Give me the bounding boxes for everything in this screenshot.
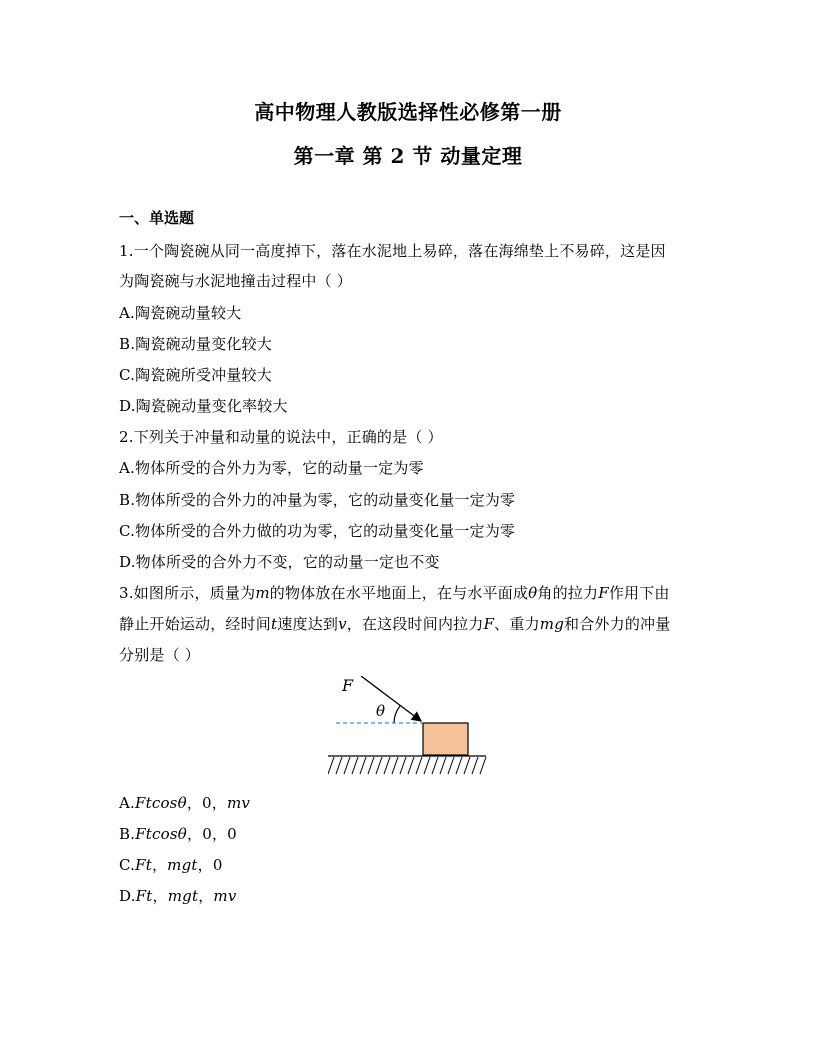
q3-var-f: F — [483, 615, 495, 633]
block — [423, 723, 468, 755]
option-letter: B. — [119, 825, 136, 843]
q3-var-m: m — [255, 584, 270, 602]
q3-text: 、重力 — [494, 615, 540, 633]
q3-text: 速度达到 — [277, 615, 339, 633]
option-value: Ft — [135, 856, 152, 874]
q3-option-a: A.Ftcosθ，0，mv — [119, 794, 251, 812]
q1-option-d: D.陶瓷碗动量变化率较大 — [119, 397, 288, 415]
q3-option-c: C.Ft，mgt，0 — [119, 856, 223, 874]
q1-option-a: A.陶瓷碗动量较大 — [119, 304, 242, 322]
q2-option-b: B.物体所受的合外力的冲量为零，它的动量变化量一定为零 — [119, 491, 516, 509]
q3-var-mg: mg — [539, 615, 565, 633]
section-heading: 一、单选题 — [119, 209, 195, 227]
force-label: F — [342, 676, 354, 695]
option-value: 0 — [202, 794, 212, 812]
option-value: 0 — [212, 856, 223, 874]
force-diagram — [328, 676, 488, 776]
q3-option-d: D.Ft，mgt，mv — [119, 887, 237, 905]
q3-text: 的物体放在水平地面上，在与水平面成 — [269, 584, 529, 602]
q1-option-b: B.陶瓷碗动量变化较大 — [119, 335, 272, 353]
q3-text: 和合外力的冲量 — [564, 615, 671, 633]
q3-var-v: v — [338, 615, 347, 633]
q3-var-theta: θ — [528, 584, 538, 602]
q3-var-f: F — [598, 584, 609, 602]
option-value: Ftcosθ — [135, 794, 187, 812]
option-value: Ft — [135, 887, 153, 905]
q3-text: 角的拉力 — [537, 584, 599, 602]
option-value: mgt — [167, 856, 198, 874]
option-value: 0 — [202, 825, 212, 843]
option-letter: A. — [119, 794, 136, 812]
document-title: 高中物理人教版选择性必修第一册 — [254, 100, 562, 124]
q3-text: 3.如图所示，质量为 — [119, 584, 256, 602]
option-value: Ftcosθ — [135, 825, 187, 843]
q3-stem-line1 — [119, 582, 670, 603]
option-value: mgt — [167, 887, 199, 905]
q1-stem-line2: 为陶瓷碗与水泥地撞击过程中（ ） — [119, 272, 352, 290]
q3-stem-line2 — [119, 613, 670, 634]
q2-stem: 2.下列关于冲量和动量的说法中，正确的是（ ） — [119, 428, 443, 446]
option-value: mv — [226, 794, 251, 812]
option-value: mv — [213, 887, 237, 905]
q1-stem-line1: 1.一个陶瓷碗从同一高度掉下，落在水泥地上易碎，落在海绵垫上不易碎，这是因 — [119, 242, 666, 260]
q3-var-t: t — [271, 615, 278, 633]
ground-hatching — [328, 757, 486, 774]
force-arrow — [361, 676, 421, 721]
q2-option-a: A.物体所受的合外力为零，它的动量一定为零 — [119, 459, 424, 477]
q3-option-b: B.Ftcosθ，0，0 — [119, 825, 237, 843]
option-value: 0 — [227, 825, 237, 843]
q2-option-d: D.物体所受的合外力不变，它的动量一定也不变 — [119, 553, 440, 571]
q2-option-c: C.物体所受的合外力做的功为零，它的动量变化量一定为零 — [119, 522, 516, 540]
option-letter: C. — [119, 856, 136, 874]
q3-stem-line3: 分别是（ ） — [119, 646, 200, 664]
q3-text: 静止开始运动，经时间 — [119, 615, 272, 633]
q3-text: ，在这段时间内拉力 — [346, 615, 484, 633]
angle-label: θ — [376, 702, 386, 720]
q3-text: 作用下由 — [608, 584, 670, 602]
angle-arc — [394, 706, 400, 723]
option-letter: D. — [119, 887, 136, 905]
document-subtitle: 第一章 第 2 节 动量定理 — [293, 144, 523, 168]
q1-option-c: C.陶瓷碗所受冲量较大 — [119, 366, 272, 384]
